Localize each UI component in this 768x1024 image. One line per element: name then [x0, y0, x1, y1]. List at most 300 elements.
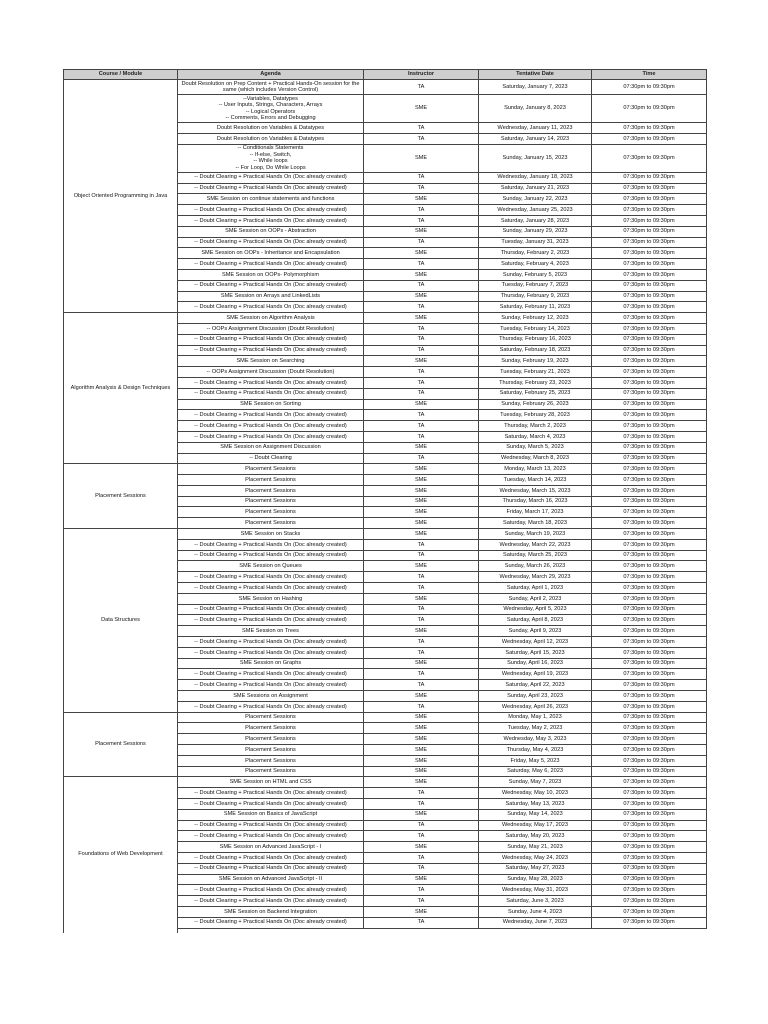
agenda-cell: -- Doubt Clearing + Practical Hands On (Doc already created): [178, 799, 364, 810]
date-cell: Thursday, February 16, 2023: [479, 334, 592, 345]
instructor-cell: TA: [364, 80, 479, 95]
time-cell: 07:30pm to 09:30pm: [592, 399, 707, 410]
date-cell: Wednesday, March 8, 2023: [479, 453, 592, 464]
header-time: Time: [592, 70, 707, 80]
agenda-cell: -- Doubt Clearing + Practical Hands On (Doc already created): [178, 345, 364, 356]
time-cell: 07:30pm to 09:30pm: [592, 842, 707, 853]
date-cell: Saturday, April 15, 2023: [479, 647, 592, 658]
header-row: [64, 70, 707, 80]
time-cell: 07:30pm to 09:30pm: [592, 539, 707, 550]
agenda-cell: -- Doubt Clearing + Practical Hands On (Doc already created): [178, 701, 364, 712]
instructor-cell: SME: [364, 399, 479, 410]
date-cell: Wednesday, January 25, 2023: [479, 205, 592, 216]
table-row: [64, 313, 707, 324]
instructor-cell: TA: [364, 280, 479, 291]
time-cell: 07:30pm to 09:30pm: [592, 334, 707, 345]
time-cell: 07:30pm to 09:30pm: [592, 144, 707, 172]
instructor-cell: SME: [364, 723, 479, 734]
date-cell: Wednesday, March 15, 2023: [479, 485, 592, 496]
instructor-cell: TA: [364, 367, 479, 378]
agenda-cell: -- Doubt Clearing + Practical Hands On (Doc already created): [178, 885, 364, 896]
table-row: [64, 777, 707, 788]
instructor-cell: TA: [364, 421, 479, 432]
time-cell: 07:30pm to 09:30pm: [592, 280, 707, 291]
date-cell: Saturday, May 27, 2023: [479, 863, 592, 874]
agenda-cell: SME Session on Backend Integration: [178, 906, 364, 917]
date-cell: Tuesday, February 21, 2023: [479, 367, 592, 378]
time-cell: 07:30pm to 09:30pm: [592, 205, 707, 216]
date-cell: Saturday, March 4, 2023: [479, 431, 592, 442]
agenda-cell: SME Session on Queues: [178, 561, 364, 572]
table-row: [64, 464, 707, 475]
agenda-cell: -- Doubt Clearing + Practical Hands On (Doc already created): [178, 205, 364, 216]
agenda-cell: Placement Sessions: [178, 755, 364, 766]
time-cell: 07:30pm to 09:30pm: [592, 852, 707, 863]
instructor-cell: SME: [364, 194, 479, 205]
agenda-cell: -- OOPs Assignment Discussion (Doubt Resolution): [178, 323, 364, 334]
agenda-cell: -- Doubt Clearing + Practical Hands On (Doc already created): [178, 583, 364, 594]
instructor-cell: SME: [364, 144, 479, 172]
date-cell: Thursday, March 2, 2023: [479, 421, 592, 432]
agenda-cell: -- Doubt Clearing + Practical Hands On (Doc already created): [178, 917, 364, 928]
agenda-cell: SME Session on Advanced JavaScript - II: [178, 874, 364, 885]
date-cell: Sunday, January 29, 2023: [479, 226, 592, 237]
agenda-cell: -- Doubt Clearing + Practical Hands On (Doc already created): [178, 852, 364, 863]
time-cell: 07:30pm to 09:30pm: [592, 421, 707, 432]
agenda-cell: -- Doubt Clearing + Practical Hands On (Doc already created): [178, 788, 364, 799]
time-cell: 07:30pm to 09:30pm: [592, 133, 707, 144]
agenda-cell: --Variables, Datatypes -- User Inputs, Strings, Characters, Arrays -- Logical Operators -- Comments, Errors and Debugging: [178, 95, 364, 123]
agenda-cell: SME Session on OOPs - Inheritance and Encapsulation: [178, 248, 364, 259]
course-module-cell: Placement Sessions: [64, 712, 178, 777]
agenda-cell: -- Doubt Clearing + Practical Hands On (Doc already created): [178, 896, 364, 907]
agenda-cell: SME Session on continue statements and functions: [178, 194, 364, 205]
date-cell: Sunday, May 28, 2023: [479, 874, 592, 885]
instructor-cell: TA: [364, 680, 479, 691]
date-cell: Saturday, April 22, 2023: [479, 680, 592, 691]
date-cell: Wednesday, April 19, 2023: [479, 669, 592, 680]
date-cell: Monday, March 13, 2023: [479, 464, 592, 475]
date-cell: Wednesday, May 31, 2023: [479, 885, 592, 896]
date-cell: Wednesday, May 24, 2023: [479, 852, 592, 863]
date-cell: Saturday, March 25, 2023: [479, 550, 592, 561]
time-cell: 07:30pm to 09:30pm: [592, 766, 707, 777]
time-cell: 07:30pm to 09:30pm: [592, 896, 707, 907]
agenda-cell: SME Session on Basics of JavaScript: [178, 809, 364, 820]
instructor-cell: SME: [364, 561, 479, 572]
date-cell: Sunday, February 12, 2023: [479, 313, 592, 324]
schedule-table: [63, 69, 707, 933]
date-cell: Sunday, March 19, 2023: [479, 529, 592, 540]
agenda-cell: -- Doubt Clearing + Practical Hands On (Doc already created): [178, 172, 364, 183]
agenda-cell: -- Doubt Clearing + Practical Hands On (Doc already created): [178, 550, 364, 561]
time-cell: 07:30pm to 09:30pm: [592, 820, 707, 831]
time-cell: 07:30pm to 09:30pm: [592, 377, 707, 388]
instructor-cell: TA: [364, 377, 479, 388]
instructor-cell: TA: [364, 701, 479, 712]
instructor-cell: SME: [364, 529, 479, 540]
continuation-cell: [592, 928, 707, 933]
instructor-cell: SME: [364, 842, 479, 853]
time-cell: 07:30pm to 09:30pm: [592, 680, 707, 691]
instructor-cell: TA: [364, 388, 479, 399]
agenda-cell: -- Doubt Clearing + Practical Hands On (Doc already created): [178, 388, 364, 399]
instructor-cell: SME: [364, 745, 479, 756]
agenda-cell: SME Session on Trees: [178, 626, 364, 637]
time-cell: 07:30pm to 09:30pm: [592, 615, 707, 626]
agenda-cell: Placement Sessions: [178, 475, 364, 486]
time-cell: 07:30pm to 09:30pm: [592, 80, 707, 95]
instructor-cell: TA: [364, 852, 479, 863]
date-cell: Tuesday, January 31, 2023: [479, 237, 592, 248]
course-module-cell: Foundations of Web Development: [64, 777, 178, 933]
agenda-cell: -- Doubt Clearing + Practical Hands On (Doc already created): [178, 820, 364, 831]
instructor-cell: SME: [364, 777, 479, 788]
date-cell: Sunday, February 19, 2023: [479, 356, 592, 367]
date-cell: Sunday, May 7, 2023: [479, 777, 592, 788]
instructor-cell: TA: [364, 917, 479, 928]
instructor-cell: SME: [364, 507, 479, 518]
date-cell: Saturday, January 28, 2023: [479, 215, 592, 226]
date-cell: Wednesday, January 11, 2023: [479, 123, 592, 134]
time-cell: 07:30pm to 09:30pm: [592, 302, 707, 313]
agenda-cell: -- Doubt Clearing + Practical Hands On (Doc already created): [178, 615, 364, 626]
date-cell: Wednesday, April 5, 2023: [479, 604, 592, 615]
agenda-cell: -- Doubt Clearing + Practical Hands On (Doc already created): [178, 572, 364, 583]
agenda-cell: SME Session on Searching: [178, 356, 364, 367]
instructor-cell: SME: [364, 766, 479, 777]
agenda-cell: Placement Sessions: [178, 485, 364, 496]
date-cell: Sunday, April 2, 2023: [479, 593, 592, 604]
instructor-cell: SME: [364, 626, 479, 637]
instructor-cell: TA: [364, 539, 479, 550]
agenda-cell: -- Doubt Clearing + Practical Hands On (Doc already created): [178, 302, 364, 313]
agenda-cell: -- Doubt Clearing + Practical Hands On (Doc already created): [178, 259, 364, 270]
date-cell: Saturday, June 3, 2023: [479, 896, 592, 907]
instructor-cell: TA: [364, 237, 479, 248]
date-cell: Saturday, May 6, 2023: [479, 766, 592, 777]
agenda-cell: Placement Sessions: [178, 766, 364, 777]
agenda-cell: -- Doubt Clearing + Practical Hands On (Doc already created): [178, 647, 364, 658]
instructor-cell: TA: [364, 896, 479, 907]
agenda-cell: Placement Sessions: [178, 507, 364, 518]
time-cell: 07:30pm to 09:30pm: [592, 712, 707, 723]
instructor-cell: TA: [364, 205, 479, 216]
date-cell: Saturday, January 21, 2023: [479, 183, 592, 194]
instructor-cell: SME: [364, 712, 479, 723]
course-module-cell: Object Oriented Programming in Java: [64, 80, 178, 313]
date-cell: Sunday, March 26, 2023: [479, 561, 592, 572]
date-cell: Wednesday, May 3, 2023: [479, 734, 592, 745]
date-cell: Friday, May 5, 2023: [479, 755, 592, 766]
instructor-cell: SME: [364, 226, 479, 237]
table-row: [64, 80, 707, 95]
time-cell: 07:30pm to 09:30pm: [592, 259, 707, 270]
time-cell: 07:30pm to 09:30pm: [592, 291, 707, 302]
agenda-cell: Doubt Resolution on Variables & Datatypes: [178, 133, 364, 144]
date-cell: Saturday, March 18, 2023: [479, 518, 592, 529]
time-cell: 07:30pm to 09:30pm: [592, 269, 707, 280]
instructor-cell: SME: [364, 442, 479, 453]
instructor-cell: TA: [364, 604, 479, 615]
instructor-cell: SME: [364, 291, 479, 302]
agenda-cell: -- Doubt Clearing + Practical Hands On (Doc already created): [178, 539, 364, 550]
time-cell: 07:30pm to 09:30pm: [592, 874, 707, 885]
instructor-cell: TA: [364, 334, 479, 345]
header-course-module: Course / Module: [64, 70, 178, 80]
agenda-cell: SME Session on Assignment Discussion: [178, 442, 364, 453]
date-cell: Sunday, January 8, 2023: [479, 95, 592, 123]
agenda-cell: Placement Sessions: [178, 496, 364, 507]
time-cell: 07:30pm to 09:30pm: [592, 518, 707, 529]
agenda-cell: -- Doubt Clearing + Practical Hands On (Doc already created): [178, 215, 364, 226]
instructor-cell: TA: [364, 453, 479, 464]
agenda-cell: SME Sessions on Assignment: [178, 691, 364, 702]
agenda-cell: -- Doubt Clearing: [178, 453, 364, 464]
time-cell: 07:30pm to 09:30pm: [592, 507, 707, 518]
time-cell: 07:30pm to 09:30pm: [592, 799, 707, 810]
time-cell: 07:30pm to 09:30pm: [592, 453, 707, 464]
agenda-cell: -- Doubt Clearing + Practical Hands On (Doc already created): [178, 280, 364, 291]
instructor-cell: SME: [364, 809, 479, 820]
time-cell: 07:30pm to 09:30pm: [592, 809, 707, 820]
agenda-cell: -- Doubt Clearing + Practical Hands On (Doc already created): [178, 669, 364, 680]
time-cell: 07:30pm to 09:30pm: [592, 745, 707, 756]
course-module-cell: Placement Sessions: [64, 464, 178, 529]
agenda-cell: SME Session on OOPs - Abstraction: [178, 226, 364, 237]
time-cell: 07:30pm to 09:30pm: [592, 583, 707, 594]
date-cell: Saturday, April 1, 2023: [479, 583, 592, 594]
agenda-cell: SME Session on Graphs: [178, 658, 364, 669]
table-body: [64, 80, 707, 933]
date-cell: Saturday, February 25, 2023: [479, 388, 592, 399]
instructor-cell: TA: [364, 637, 479, 648]
agenda-cell: SME Session on Hashing: [178, 593, 364, 604]
agenda-cell: -- Doubt Clearing + Practical Hands On (Doc already created): [178, 604, 364, 615]
continuation-cell: [479, 928, 592, 933]
date-cell: Wednesday, April 26, 2023: [479, 701, 592, 712]
agenda-cell: -- Doubt Clearing + Practical Hands On (Doc already created): [178, 421, 364, 432]
instructor-cell: TA: [364, 885, 479, 896]
agenda-cell: -- Doubt Clearing + Practical Hands On (Doc already created): [178, 183, 364, 194]
time-cell: 07:30pm to 09:30pm: [592, 669, 707, 680]
date-cell: Thursday, February 23, 2023: [479, 377, 592, 388]
instructor-cell: SME: [364, 313, 479, 324]
agenda-cell: SME Session on OOPs- Polymorphism: [178, 269, 364, 280]
time-cell: 07:30pm to 09:30pm: [592, 356, 707, 367]
agenda-cell: Doubt Resolution on Prep Content + Practical Hands-On session for the same (which includes Version Control): [178, 80, 364, 95]
time-cell: 07:30pm to 09:30pm: [592, 626, 707, 637]
table-row: [64, 529, 707, 540]
time-cell: 07:30pm to 09:30pm: [592, 410, 707, 421]
header-tentative-date: Tentative Date: [479, 70, 592, 80]
header-agenda: Agenda: [178, 70, 364, 80]
instructor-cell: TA: [364, 183, 479, 194]
time-cell: 07:30pm to 09:30pm: [592, 885, 707, 896]
instructor-cell: SME: [364, 755, 479, 766]
time-cell: 07:30pm to 09:30pm: [592, 183, 707, 194]
date-cell: Tuesday, March 14, 2023: [479, 475, 592, 486]
instructor-cell: SME: [364, 95, 479, 123]
agenda-cell: -- Doubt Clearing + Practical Hands On (Doc already created): [178, 237, 364, 248]
agenda-cell: SME Session on Stacks: [178, 529, 364, 540]
agenda-cell: -- Doubt Clearing + Practical Hands On (Doc already created): [178, 637, 364, 648]
date-cell: Wednesday, January 18, 2023: [479, 172, 592, 183]
time-cell: 07:30pm to 09:30pm: [592, 388, 707, 399]
instructor-cell: TA: [364, 583, 479, 594]
instructor-cell: SME: [364, 874, 479, 885]
date-cell: Wednesday, April 12, 2023: [479, 637, 592, 648]
date-cell: Tuesday, May 2, 2023: [479, 723, 592, 734]
instructor-cell: TA: [364, 820, 479, 831]
agenda-cell: -- Conditionals Statements -- If-else, Switch, -- While loops -- For Loop, Do While Loops: [178, 144, 364, 172]
instructor-cell: TA: [364, 647, 479, 658]
instructor-cell: TA: [364, 431, 479, 442]
instructor-cell: TA: [364, 410, 479, 421]
instructor-cell: SME: [364, 485, 479, 496]
header-instructor: Instructor: [364, 70, 479, 80]
date-cell: Thursday, March 16, 2023: [479, 496, 592, 507]
date-cell: Saturday, February 11, 2023: [479, 302, 592, 313]
time-cell: 07:30pm to 09:30pm: [592, 123, 707, 134]
time-cell: 07:30pm to 09:30pm: [592, 496, 707, 507]
time-cell: 07:30pm to 09:30pm: [592, 561, 707, 572]
agenda-cell: -- Doubt Clearing + Practical Hands On (Doc already created): [178, 431, 364, 442]
agenda-cell: Placement Sessions: [178, 734, 364, 745]
instructor-cell: TA: [364, 323, 479, 334]
date-cell: Sunday, January 15, 2023: [479, 144, 592, 172]
continuation-cell: [178, 928, 364, 933]
agenda-cell: SME Session on Sorting: [178, 399, 364, 410]
time-cell: 07:30pm to 09:30pm: [592, 906, 707, 917]
date-cell: Friday, March 17, 2023: [479, 507, 592, 518]
date-cell: Tuesday, February 7, 2023: [479, 280, 592, 291]
date-cell: Saturday, January 7, 2023: [479, 80, 592, 95]
date-cell: Saturday, January 14, 2023: [479, 133, 592, 144]
date-cell: Thursday, May 4, 2023: [479, 745, 592, 756]
instructor-cell: SME: [364, 658, 479, 669]
agenda-cell: Placement Sessions: [178, 723, 364, 734]
date-cell: Sunday, May 14, 2023: [479, 809, 592, 820]
date-cell: Sunday, March 5, 2023: [479, 442, 592, 453]
instructor-cell: SME: [364, 496, 479, 507]
date-cell: Sunday, May 21, 2023: [479, 842, 592, 853]
time-cell: 07:30pm to 09:30pm: [592, 313, 707, 324]
date-cell: Saturday, February 18, 2023: [479, 345, 592, 356]
date-cell: Monday, May 1, 2023: [479, 712, 592, 723]
instructor-cell: SME: [364, 269, 479, 280]
time-cell: 07:30pm to 09:30pm: [592, 172, 707, 183]
date-cell: Sunday, April 16, 2023: [479, 658, 592, 669]
date-cell: Wednesday, March 29, 2023: [479, 572, 592, 583]
date-cell: Thursday, February 2, 2023: [479, 248, 592, 259]
time-cell: 07:30pm to 09:30pm: [592, 529, 707, 540]
time-cell: 07:30pm to 09:30pm: [592, 637, 707, 648]
agenda-cell: -- Doubt Clearing + Practical Hands On (Doc already created): [178, 831, 364, 842]
date-cell: Sunday, April 9, 2023: [479, 626, 592, 637]
instructor-cell: TA: [364, 215, 479, 226]
date-cell: Tuesday, February 14, 2023: [479, 323, 592, 334]
time-cell: 07:30pm to 09:30pm: [592, 345, 707, 356]
time-cell: 07:30pm to 09:30pm: [592, 431, 707, 442]
agenda-cell: -- Doubt Clearing + Practical Hands On (Doc already created): [178, 377, 364, 388]
time-cell: 07:30pm to 09:30pm: [592, 237, 707, 248]
table-row: [64, 712, 707, 723]
time-cell: 07:30pm to 09:30pm: [592, 788, 707, 799]
time-cell: 07:30pm to 09:30pm: [592, 550, 707, 561]
instructor-cell: TA: [364, 669, 479, 680]
date-cell: Wednesday, June 7, 2023: [479, 917, 592, 928]
date-cell: Sunday, June 4, 2023: [479, 906, 592, 917]
agenda-cell: SME Session on Arrays and LinkedLists: [178, 291, 364, 302]
time-cell: 07:30pm to 09:30pm: [592, 226, 707, 237]
instructor-cell: TA: [364, 799, 479, 810]
instructor-cell: TA: [364, 259, 479, 270]
agenda-cell: Placement Sessions: [178, 518, 364, 529]
instructor-cell: SME: [364, 691, 479, 702]
date-cell: Tuesday, February 28, 2023: [479, 410, 592, 421]
time-cell: 07:30pm to 09:30pm: [592, 917, 707, 928]
time-cell: 07:30pm to 09:30pm: [592, 215, 707, 226]
date-cell: Sunday, April 23, 2023: [479, 691, 592, 702]
time-cell: 07:30pm to 09:30pm: [592, 464, 707, 475]
time-cell: 07:30pm to 09:30pm: [592, 95, 707, 123]
date-cell: Saturday, May 20, 2023: [479, 831, 592, 842]
time-cell: 07:30pm to 09:30pm: [592, 485, 707, 496]
instructor-cell: SME: [364, 518, 479, 529]
instructor-cell: TA: [364, 831, 479, 842]
date-cell: Sunday, February 5, 2023: [479, 269, 592, 280]
date-cell: Sunday, February 26, 2023: [479, 399, 592, 410]
time-cell: 07:30pm to 09:30pm: [592, 475, 707, 486]
time-cell: 07:30pm to 09:30pm: [592, 194, 707, 205]
date-cell: Saturday, April 8, 2023: [479, 615, 592, 626]
instructor-cell: TA: [364, 172, 479, 183]
instructor-cell: TA: [364, 550, 479, 561]
time-cell: 07:30pm to 09:30pm: [592, 572, 707, 583]
time-cell: 07:30pm to 09:30pm: [592, 701, 707, 712]
continuation-cell: [364, 928, 479, 933]
course-module-cell: Algorithm Analysis & Design Techniques: [64, 313, 178, 464]
agenda-cell: SME Session on Algorithm Analysis: [178, 313, 364, 324]
instructor-cell: TA: [364, 788, 479, 799]
instructor-cell: SME: [364, 464, 479, 475]
time-cell: 07:30pm to 09:30pm: [592, 248, 707, 259]
instructor-cell: SME: [364, 734, 479, 745]
time-cell: 07:30pm to 09:30pm: [592, 755, 707, 766]
instructor-cell: TA: [364, 133, 479, 144]
time-cell: 07:30pm to 09:30pm: [592, 647, 707, 658]
time-cell: 07:30pm to 09:30pm: [592, 593, 707, 604]
date-cell: Saturday, May 13, 2023: [479, 799, 592, 810]
date-cell: Saturday, February 4, 2023: [479, 259, 592, 270]
table-header: [64, 70, 707, 80]
time-cell: 07:30pm to 09:30pm: [592, 442, 707, 453]
agenda-cell: Placement Sessions: [178, 745, 364, 756]
date-cell: Wednesday, May 17, 2023: [479, 820, 592, 831]
time-cell: 07:30pm to 09:30pm: [592, 604, 707, 615]
instructor-cell: SME: [364, 906, 479, 917]
time-cell: 07:30pm to 09:30pm: [592, 723, 707, 734]
agenda-cell: SME Session on HTML and CSS: [178, 777, 364, 788]
instructor-cell: TA: [364, 302, 479, 313]
date-cell: Sunday, January 22, 2023: [479, 194, 592, 205]
agenda-cell: -- Doubt Clearing + Practical Hands On (Doc already created): [178, 334, 364, 345]
agenda-cell: -- Doubt Clearing + Practical Hands On (Doc already created): [178, 680, 364, 691]
time-cell: 07:30pm to 09:30pm: [592, 367, 707, 378]
time-cell: 07:30pm to 09:30pm: [592, 691, 707, 702]
time-cell: 07:30pm to 09:30pm: [592, 777, 707, 788]
